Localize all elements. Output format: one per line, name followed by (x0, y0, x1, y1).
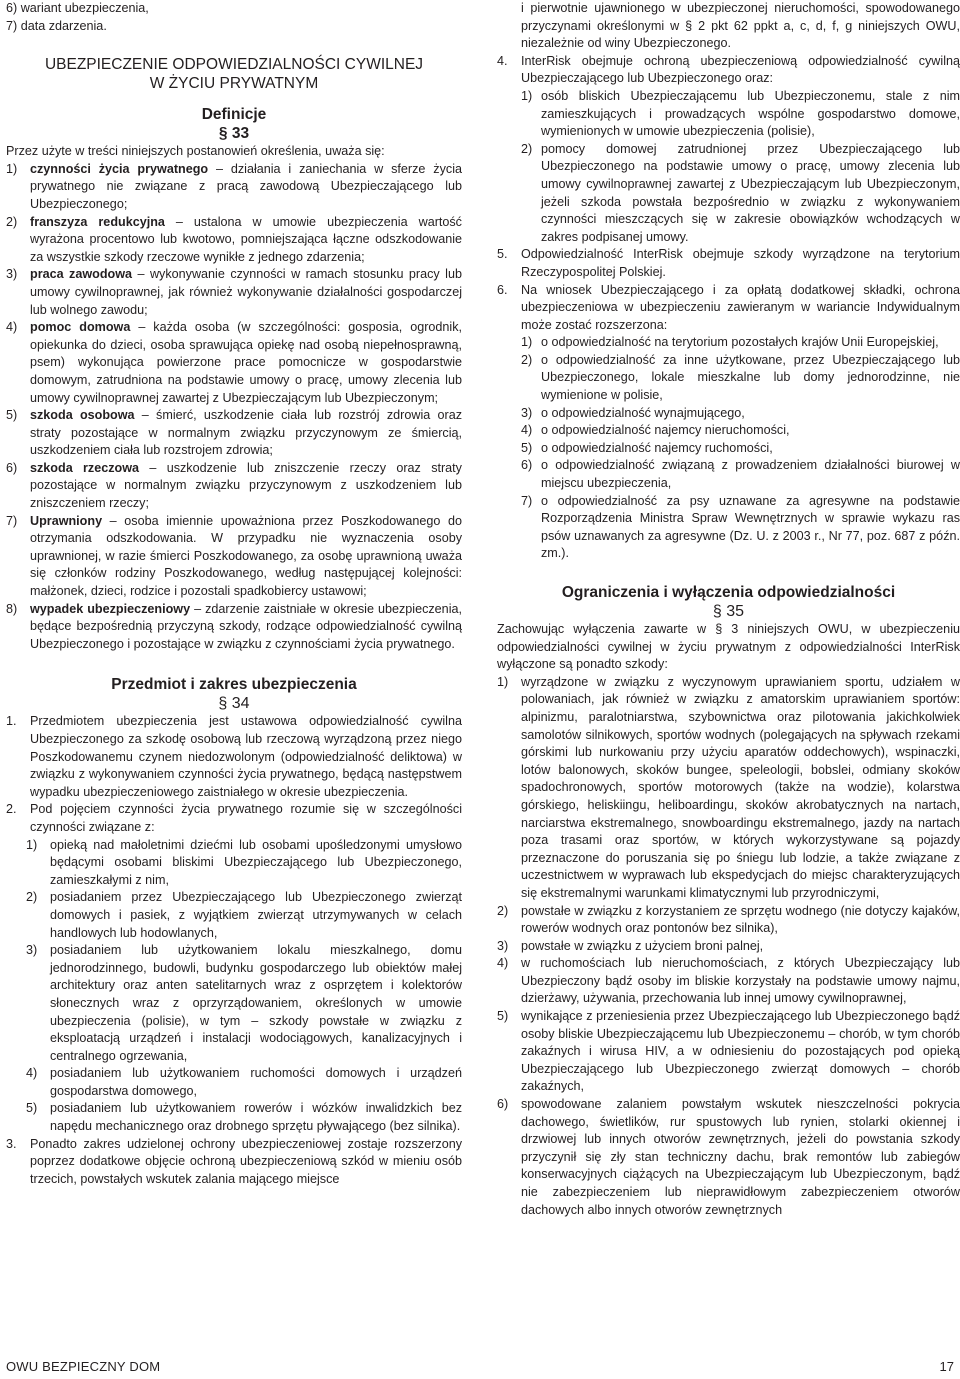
definitions-list (6, 161, 462, 654)
list-item: 1) opieką nad małoletnimi dziećmi lub osobami upośledzonymi umysłowo będącymi osobami bliskimi Ubezpieczającego lub Ubezpieczonego, zamieszkałymi z nim, (26, 837, 462, 887)
list-item: 2) powstałe w związku z korzystaniem ze sprzętu wodnego (nie dotyczy kajaków, rowerów wodnych oraz pontonów bez silnika), (497, 903, 960, 936)
list-item: 2) posiadaniem przez Ubezpieczającego lub Ubezpieczonego zwierząt domowych i pasiek, z wyjątkiem zwierząt utrzymywanych w celach handlowych lub hodowlanych, (26, 890, 462, 940)
paragraph-number: § 35 (712, 603, 745, 620)
list-item: 1) czynności życia prywatnego – działania i zaniechania w sferze życia prywatnego nie związane z pracą zawodową Ubezpieczającego lub Ubezpieczonego; (6, 161, 462, 211)
list-item: 1) wyrządzone w związku z wyczynowym uprawianiem sportu, udziałem w polowaniach, jak również w związku z amatorskim uprawianiem sportów: alpinizmu, paralotniarstwa, szybownictwa oraz pilotowania jakichkolwiek samolotów silnikowych, sportów wodnych (polegających na spływach rzekami górskimi lub nurkowaniu przy użyciu aparatów oddechowych), wspinaczki, lotów balonowych, skoków bungee, speleologii, bobslei, odmiany skoków spadochronowych, sportów motorowych (także na wodzie), kolarstwa górskiego, heliskiingu, heliboardingu, skoków akrobatycznych na nartach, narciarstwa ekstremalnego, snowboardingu ekstremalnego, jazdy na nartach poza trasami oraz sportów, w których wykorzystywane są pojazdy przeznaczone do poruszania się po śniegu lub lodzie, a także związane z uczestnictwem w wyprawach lub ekspedycjach do miejsc charakteryzujących się ekstremalnymi warunkami klimatycznymi lub przyrodniczymi, (497, 674, 960, 900)
exclusions-list (497, 674, 960, 1219)
list-item: 7) data zdarzenia. (6, 18, 107, 33)
list-item: 1) osób bliskich Ubezpieczającemu lub Ubezpieczonemu, stale z nim zamieszkujących i prowadzących wspólne gospodarstwo domowe, wymienionych w umowie ubezpieczenia (polisie), (521, 88, 960, 139)
numbered-item: 2. Pod pojęciem czynności życia prywatnego rozumie się w szczególności czynności związane z: (6, 802, 462, 834)
sub-list (497, 334, 960, 563)
term: wypadek ubezpieczeniowy (30, 601, 191, 616)
list-item: 5) posiadaniem lub użytkowaniem rowerów i wózków inwalidzkich bez napędu mechanicznego oraz drobnego sprzętu pływającego (bez silnika). (26, 1101, 462, 1134)
limits-heading: Ograniczenia i wyłączenia odpowiedzialności (561, 584, 896, 601)
list-item: 1) o odpowiedzialność na terytorium pozostałych krajów Unii Europejskiej, (521, 335, 939, 350)
numbered-item: 6. Na wniosek Ubezpieczającego i za opłatą dodatkowej składki, ochrona ubezpieczeniowa w ubezpieczeniu zawieranym w wariancie Indywidualnym może zostać rozszerzona: (497, 282, 960, 332)
left-column (6, 0, 462, 1188)
numbered-item: 1. Przedmiotem ubezpieczenia jest ustawowa odpowiedzialność cywilna Ubezpieczonego za szkodę osobową lub rzeczową wyrządzoną przez niego Poszkodowanemu czynem niedozwolonym (odpowiedzialność deliktowa) w związku z wykonywaniem czynności życia prywatnego, będącą następstwem wypadku ubezpieczeniowego zaistniałego w okresie ubezpieczenia. (6, 714, 462, 799)
list-item: 2) o odpowiedzialność za inne użytkowane, przez Ubezpieczającego lub Ubezpieczonego, lokale mieszkalne lub domy jednorodzinne, nie wymienione w polisie, (521, 352, 960, 403)
numbered-item: 3. Ponadto zakres udzielonej ochrony ubezpieczeniowej zostaje rozszerzony poprzez dodatkowe objęcie ochroną ubezpieczeniową szkód w mieniu osób trzecich, powstałych wskutek zalania mającego miejsce (6, 1136, 462, 1186)
term: Uprawniony (30, 513, 103, 528)
numbered-item: 4. InterRisk obejmuje ochroną ubezpieczeniową odpowiedzialność cywilną Ubezpieczającego lub Ubezpieczonego oraz: (497, 53, 960, 86)
term: franszyza redukcyjna (30, 214, 165, 229)
list-item: 4) pomoc domowa – każda osoba (w szczególności: gosposia, ogrodnik, opiekunka do dzieci, osoba sprawująca opiekę nad osobą niepełnosprawną, psem) wykonująca powierzone prace pomocnicze w gospodarstwie domowym, zatrudniona na podstawie umowy o pracę, umowy zlecenia lub umowy cywilnoprawnej zawartej z Ubezpieczającym lub Ubezpieczonym; (6, 320, 462, 405)
term: szkoda rzeczowa (30, 460, 140, 475)
list-item: 5) o odpowiedzialność najemcy ruchomości, (521, 440, 773, 455)
list-item: 2) franszyza redukcyjna – ustalona w umowie ubezpieczenia wartość wyrażona procentowo lub kwotowo, pomniejszająca łączne odszkodowanie za wszystkie szkody rzeczowe wynikłe z jednego zdarzenia; (6, 214, 462, 264)
list-item: 4) o odpowiedzialność najemcy nieruchomości, (521, 423, 790, 438)
sub-list (6, 837, 462, 1136)
continued-text: i pierwotnie ujawnionego w ubezpieczonej nieruchomości, spowodowanego przyczynami określonymi w § 2 pkt 62 ppkt a, c, d, f, g niniejszych OWU, niezależnie od winy Ubezpieczonego. (521, 1, 960, 51)
intro-text: Zachowując wyłączenia zawarte w § 3 niniejszych OWU, w ubezpieczeniu odpowiedzialności cywilnej w życiu prywatnym z odpowiedzialności InterRisk wyłączone są ponadto szkody: (497, 622, 960, 672)
right-column (497, 0, 960, 1219)
term: praca zawodowa (30, 267, 133, 282)
section-title: UBEZPIECZENIE ODPOWIEDZIALNOŚCI CYWILNEJ (44, 56, 424, 74)
footer-title: OWU BEZPIECZNY DOM (6, 1359, 161, 1374)
intro-text: Przez użyte w treści niniejszych postanowień określenia, uważa się: (6, 144, 385, 159)
sub-list (497, 88, 960, 246)
page-number: 17 (939, 1359, 954, 1374)
list-item: 6) wariant ubezpieczenia, (6, 1, 149, 15)
list-item: 3) posiadaniem lub użytkowaniem lokalu mieszkalnego, domu jednorodzinnego, budowli, budynku gospodarczego lub obiektów małej architektury oraz anten satelitarnych wraz z osprzętem i kolektorów słonecznych wraz z oprzyrządowaniem, określonych w umowie ubezpieczenia (polisie), w tym – szkody powstałe w związku z eksploatacją urządzeń i instalacji wodociągowych, kanalizacyjnych i centralnego ogrzewania, (26, 943, 462, 1063)
list-item: 7) o odpowiedzialność za psy uznawane za agresywne na podstawie Rozporządzenia Ministra Spraw Wewnętrznych w sprawie wykazu ras psów uznawanych za agresywne (Dz. U. z 2003 r., Nr 77, poz. 687 z późn. zm.). (521, 493, 960, 561)
list-item: 7) Uprawniony – osoba imiennie upoważniona przez Poszkodowanego do otrzymania odszkodowania. W przypadku nie wyznaczenia osoby uprawnionej, w razie śmierci Poszkodowanego, za osobę uprawnioną uważa się członków rodziny Poszkodowanego, według następującej kolejności: małżonek, dzieci, rodzice i pozostali spadkobiercy ustawowi; (6, 513, 462, 599)
term: pomoc domowa (30, 320, 131, 335)
paragraph-number: § 34 (218, 695, 250, 713)
term: szkoda osobowa (30, 408, 135, 423)
list-item: 6) spowodowane zalaniem powstałym wskutek nieszczelności pokrycia dachowego, świetlików, rur spustowych lub rynien, stolarki okiennej i drzwiowej lub innych otworów zewnętrznych, jeżeli do powstania szkody przyczynił się zły stan techniczny dachu, brak remontów lub zabiegów konserwacyjnych ciążących na Ubezpieczającym lub Ubezpieczonym, bądź nie zabezpieczeniem lub nieprawidłowym zabezpieczeniem otworów dachowych albo innych otworów zewnętrznych (497, 1097, 960, 1217)
scope-heading: Przedmiot i zakres ubezpieczenia (111, 676, 357, 694)
list-item: 4) w ruchomościach lub nieruchomościach, z których Ubezpieczający lub Ubezpieczony bądź osoby im bliskie korzystały na podstawie umowy najmu, dzierżawy, używania, przechowania lub innej umowy cywilnoprawnej, (497, 956, 960, 1006)
list-item: 3) praca zawodowa – wykonywanie czynności w ramach stosunku pracy lub umowy cywilnoprawnej, jak również wykonywanie działalności gospodarczej lub wolnego zawodu; (6, 267, 462, 317)
definitions-heading: Definicje (201, 106, 267, 124)
list-item: 5) wynikające z przeniesienia przez Ubezpieczającego lub Ubezpieczonego bądź osoby bliskie Ubezpieczającemu lub Ubezpieczonemu – chorób, w tym chorób zakaźnych i wirusa HIV, a w odniesieniu do pozostających pod opieką Ubezpieczającego lub Ubezpieczonego zwierząt domowych – chorób zakaźnych, (497, 1009, 960, 1094)
section-title: W ŻYCIU PRYWATNYM (149, 75, 319, 93)
list-item: 6) o odpowiedzialność związaną z prowadzeniem działalności biurowej w miejscu ubezpieczenia, (521, 458, 960, 491)
list-item: 5) szkoda osobowa – śmierć, uszkodzenie ciała lub rozstrój zdrowia oraz straty pozostające w normalnym związku przyczynowym ze śmiercią, uszkodzeniem ciała lub rozstrojem zdrowia; (6, 408, 462, 458)
list-item: 8) wypadek ubezpieczeniowy – zdarzenie zaistniałe w okresie ubezpieczenia, będące bezpośrednią przyczyną szkody, rodzące odpowiedzialność cywilną Ubezpieczonego i pozostające w związku z czynnościami życia prywatnego. (6, 601, 462, 651)
term: czynności życia prywatnego (30, 161, 209, 176)
list-item: 6) szkoda rzeczowa – uszkodzenie lub zniszczenie rzeczy oraz straty pozostające w normalnym związku przyczynowym z uszkodzeniem lub zniszczeniem rzeczy; (6, 460, 462, 511)
list-item: 4) posiadaniem lub użytkowaniem ruchomości domowych i urządzeń gospodarstwa domowego, (26, 1066, 462, 1098)
list-item: 3) o odpowiedzialność wynajmującego, (521, 405, 745, 420)
numbered-item: 5. Odpowiedzialność InterRisk obejmuje szkody wyrządzone na terytorium Rzeczypospolitej Polskiej. (497, 247, 960, 279)
list-item: 3) powstałe w związku z użyciem broni palnej, (497, 938, 764, 953)
list-item: 2) pomocy domowej zatrudnionej przez Ubezpieczającego lub Ubezpieczonego na podstawie umowy o pracę, umowy zlecenia lub umowy cywilnoprawnej zawartej z Ubezpieczającym lub Ubezpieczonym, jeżeli szkoda powstała bezpośrednio w związku z wykonywaniem czynności mieszczących się w zakresie obowiązków wchodzących w zakres podpisanej umowy. (521, 141, 960, 244)
paragraph-number: § 33 (218, 125, 250, 143)
